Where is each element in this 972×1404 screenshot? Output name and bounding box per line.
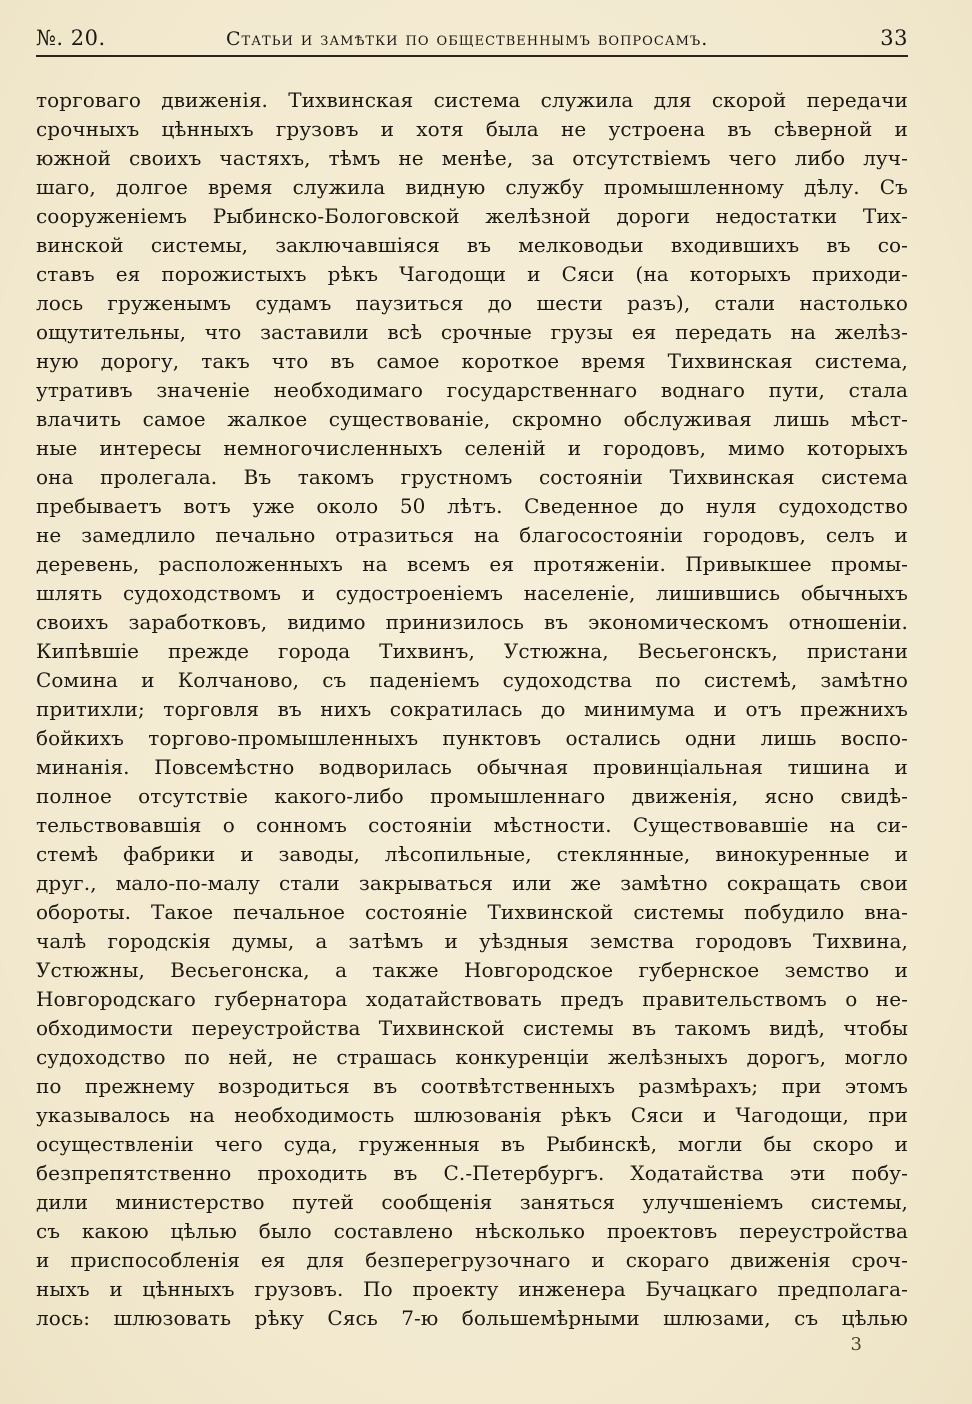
text-line: указывалось на необходимость шлюзованія рѣкъ Сяси и Чагодощи, при <box>36 1103 908 1127</box>
text-line: судоходство по ней, не страшась конкуренціи желѣзныхъ дорогъ, могло <box>36 1045 908 1069</box>
page-number: 33 <box>880 26 908 50</box>
text-line: своихъ заработковъ, видимо принизилось въ экономическомъ отношеніи. <box>36 610 908 634</box>
text-line: ные интересы немногочисленныхъ селеній и городовъ, мимо которыхъ <box>36 436 908 460</box>
text-line: съ какою цѣлью было составлено нѣсколько проектовъ переустройства <box>36 1219 908 1243</box>
text-line: осуществленіи чего суда, груженныя въ Рыбинскѣ, могли бы скоро и <box>36 1132 908 1156</box>
header-rule <box>36 55 908 57</box>
text-line: и приспособленія ея для безперегрузочнаго и скораго движенія сроч- <box>36 1248 908 1272</box>
page-header <box>36 26 908 54</box>
text-line: безпрепятственно проходить въ С.-Петербургъ. Ходатайства эти побу- <box>36 1161 908 1185</box>
text-line: ную дорогу, такъ что въ самое короткое время Тихвинская система, <box>36 349 908 373</box>
text-line: лось груженымъ судамъ паузиться до шести разъ), стали настолько <box>36 291 908 315</box>
text-line: чалѣ городскія думы, а затѣмъ и уѣздныя земства городовъ Тихвина, <box>36 929 908 953</box>
text-line: бойкихъ торгово-промышленныхъ пунктовъ остались одни лишь воспо- <box>36 726 908 750</box>
text-line: шлять судоходствомъ и судостроеніемъ населеніе, лишившись обычныхъ <box>36 581 908 605</box>
text-line: тельствовавшія о сонномъ состояніи мѣстности. Существовавшіе на си- <box>36 813 908 837</box>
text-line: срочныхъ цѣнныхъ грузовъ и хотя была не устроена въ сѣверной и <box>36 117 908 141</box>
text-line: Сомина и Колчаново, съ паденіемъ судоходства по системѣ, замѣтно <box>36 668 908 692</box>
text-line: винской системы, заключавшіяся въ мелководьи входившихъ въ со- <box>36 233 908 257</box>
text-line: утративъ значеніе необходимаго государственнаго воднаго пути, стала <box>36 378 908 402</box>
running-title: Статьи и замѣтки по общественнымъ вопросамъ. <box>226 28 709 50</box>
text-line: она пролегала. Въ такомъ грустномъ состояніи Тихвинская система <box>36 465 908 489</box>
text-line: влачить самое жалкое существованіе, скромно обслуживая лишь мѣст- <box>36 407 908 431</box>
text-line: дили министерство путей сообщенія заняться улучшеніемъ системы, <box>36 1190 908 1214</box>
text-line: лось: шлюзовать рѣку Сясь 7-ю большемѣрными шлюзами, съ цѣлью <box>36 1306 908 1330</box>
text-line: шаго, долгое время служила видную службу промышленному дѣлу. Съ <box>36 175 908 199</box>
text-line: деревень, расположенныхъ на всемъ ея протяженіи. Привыкшее промы- <box>36 552 908 576</box>
issue-number: №. 20. <box>36 26 106 50</box>
text-line: сооруженіемъ Рыбинско-Бологовской желѣзной дороги недостатки Тих- <box>36 204 908 228</box>
text-line: пребываетъ вотъ уже около 50 лѣтъ. Сведенное до нуля судоходство <box>36 494 908 518</box>
text-line: притихли; торговля въ нихъ сократилась до минимума и отъ прежнихъ <box>36 697 908 721</box>
body-text <box>36 86 908 1333</box>
text-line: торговаго движенія. Тихвинская система служила для скорой передачи <box>36 88 908 112</box>
text-line: по прежнему возродиться въ соотвѣтственныхъ размѣрахъ; при этомъ <box>36 1074 908 1098</box>
text-line: обороты. Такое печальное состояніе Тихвинской системы побудило вна- <box>36 900 908 924</box>
text-line: стемѣ фабрики и заводы, лѣсопильные, стеклянные, винокуренные и <box>36 842 908 866</box>
text-line: обходимости переустройства Тихвинской системы въ такомъ видѣ, чтобы <box>36 1016 908 1040</box>
text-line: Кипѣвшіе прежде города Тихвинъ, Устюжна, Весьегонскъ, пристани <box>36 639 908 663</box>
text-line: ныхъ и цѣнныхъ грузовъ. По проекту инженера Бучацкаго предполага- <box>36 1277 908 1301</box>
text-line: Устюжны, Весьегонска, а также Новгородское губернское земство и <box>36 958 908 982</box>
text-line: южной своихъ частяхъ, тѣмъ не менѣе, за отсутствіемъ чего либо луч- <box>36 146 908 170</box>
text-line: Новгородскаго губернатора ходатайствовать предъ правительствомъ о не- <box>36 987 908 1011</box>
text-line: полное отсутствіе какого-либо промышленнаго движенія, ясно свидѣ- <box>36 784 908 808</box>
text-line: не замедлило печально отразиться на благосостояніи городовъ, селъ и <box>36 523 908 547</box>
text-line: ощутительны, что заставили всѣ срочные грузы ея передать на желѣз- <box>36 320 908 344</box>
text-line: друг., мало-по-малу стали закрываться или же замѣтно сокращать свои <box>36 871 908 895</box>
text-line: минанія. Повсемѣстно водворилась обычная провинціальная тишина и <box>36 755 908 779</box>
signature-mark: 3 <box>850 1334 862 1355</box>
text-line: ставъ ея порожистыхъ рѣкъ Чагодощи и Сяси (на которыхъ приходи- <box>36 262 908 286</box>
